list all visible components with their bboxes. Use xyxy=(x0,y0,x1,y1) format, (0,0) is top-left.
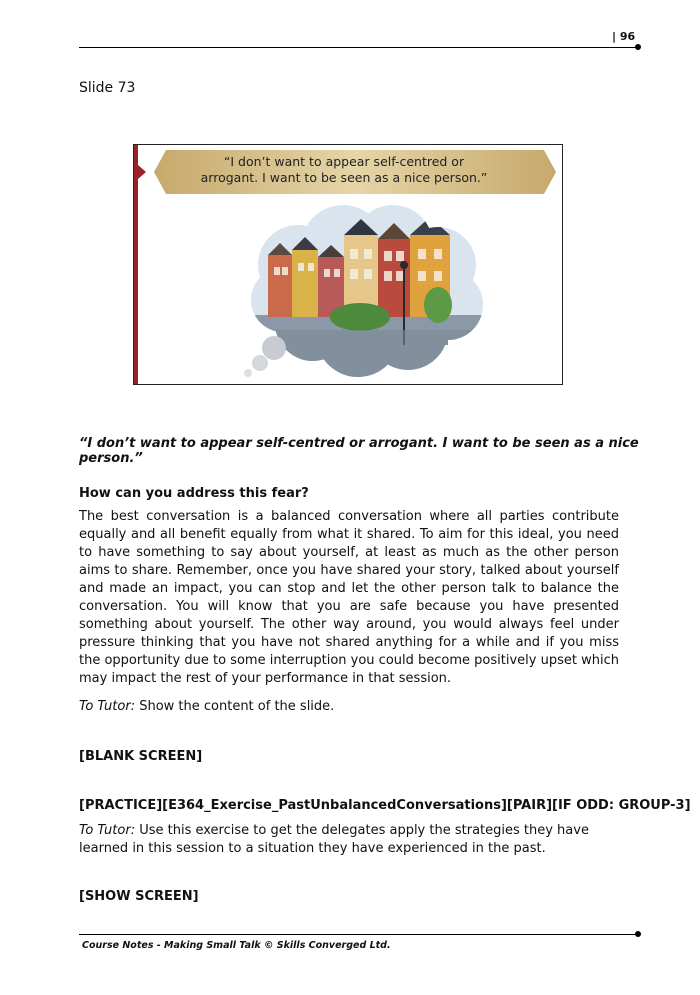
show-screen-cue: [SHOW SCREEN] xyxy=(79,889,199,904)
tutor-label: To Tutor: xyxy=(79,823,136,838)
section-question: How can you address this fear? xyxy=(79,486,309,501)
blank-screen-cue: [BLANK SCREEN] xyxy=(79,749,203,764)
footer-rule xyxy=(79,934,637,935)
answer-paragraph: The best conversation is a balanced conversation where all parties contribute equally and all benefit equally from what it shared. To aim for this ideal, you need to have something to say about yourself, at least as much as the other person aims to share. Remember, once you have shared your story, talked about yourself and made an impact, you can stop and let the other person talk to balance the conversation. You will know that you are safe because you have presented something about yourself. The other way around, you would always feel under pressure thinking that you have not shared anything for a while and if you miss the opportunity due to some interruption you could become positively upset which may impact the rest of your performance in that session. xyxy=(79,509,619,686)
header-rule-dot xyxy=(635,44,641,50)
tutor-label: To Tutor: xyxy=(79,699,136,714)
slide-banner-text: “I don’t want to appear self-centred or arrogant. I want to be seen as a nice person.” xyxy=(200,154,488,185)
tutor-note-text: Show the content of the slide. xyxy=(135,699,335,714)
slide-accent-bar xyxy=(134,145,138,384)
slide-arrow-icon xyxy=(138,165,146,179)
thought-bubble-illustration xyxy=(238,205,488,383)
tutor-note-text: Use this exercise to get the delegates apply the strategies they have learned in this session to a situation they have experienced in the past. xyxy=(79,823,589,856)
tutor-note-show-slide xyxy=(79,699,334,714)
header-rule xyxy=(79,47,637,48)
practice-cue: [PRACTICE][E364_Exercise_PastUnbalancedConversations][PAIR][IF ODD: GROUP-3] xyxy=(79,798,691,813)
slide-label: Slide 73 xyxy=(79,80,136,96)
slide-quote: “I don’t want to appear self-centred or arrogant. I want to be seen as a nice person.” xyxy=(79,436,639,466)
footer-text: Course Notes - Making Small Talk © Skills Converged Ltd. xyxy=(82,940,391,951)
page-number: | 96 xyxy=(612,30,636,43)
slide-thumbnail xyxy=(133,144,563,385)
footer-rule-dot xyxy=(635,931,641,937)
tutor-note-exercise xyxy=(79,822,619,858)
